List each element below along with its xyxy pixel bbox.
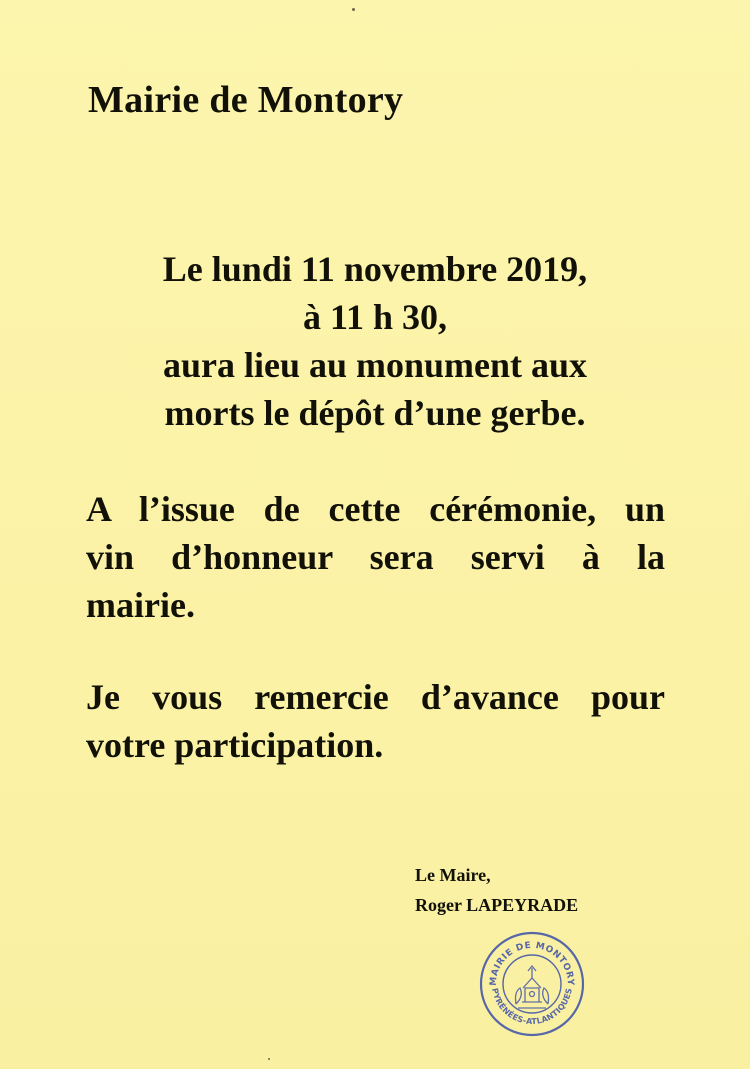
svg-text:MAIRIE DE MONTORY [489,941,575,986]
page-title: Mairie de Montory [88,79,404,121]
seal-top-text: MAIRIE DE MONTORY [488,940,576,987]
announcement-line: morts le dépôt d’une gerbe. [164,393,586,433]
paragraph-line: A l’issue de cette cérémonie, un [86,489,665,529]
announcement-block [60,245,690,437]
paper-speck [268,1058,270,1060]
signature-block [415,860,578,920]
signature-name: Roger LAPEYRADE [415,895,579,915]
paragraph-line: votre participation. [86,725,384,765]
announcement-line: aura lieu au monument aux [162,345,588,385]
paragraph-line: Je vous remercie d’avance pour [86,677,665,717]
signature-role: Le Maire, [415,865,491,885]
announcement-line: Le lundi 11 novembre 2019, [162,249,588,289]
thanks-paragraph [86,673,665,769]
svg-text:PYRÉNÉES-ATLANTIQUES [490,987,574,1026]
announcement-line: à 11 h 30, [302,297,448,337]
paper-speck [352,8,355,11]
seal-emblem-icon [516,966,549,1008]
seal-bottom-text: PYRÉNÉES-ATLANTIQUES [490,987,574,1027]
paragraph-line: mairie. [86,585,195,625]
reception-paragraph [86,485,665,629]
town-hall-seal-stamp [478,930,586,1038]
paragraph-line: vin d’honneur sera servi à la [86,537,665,577]
